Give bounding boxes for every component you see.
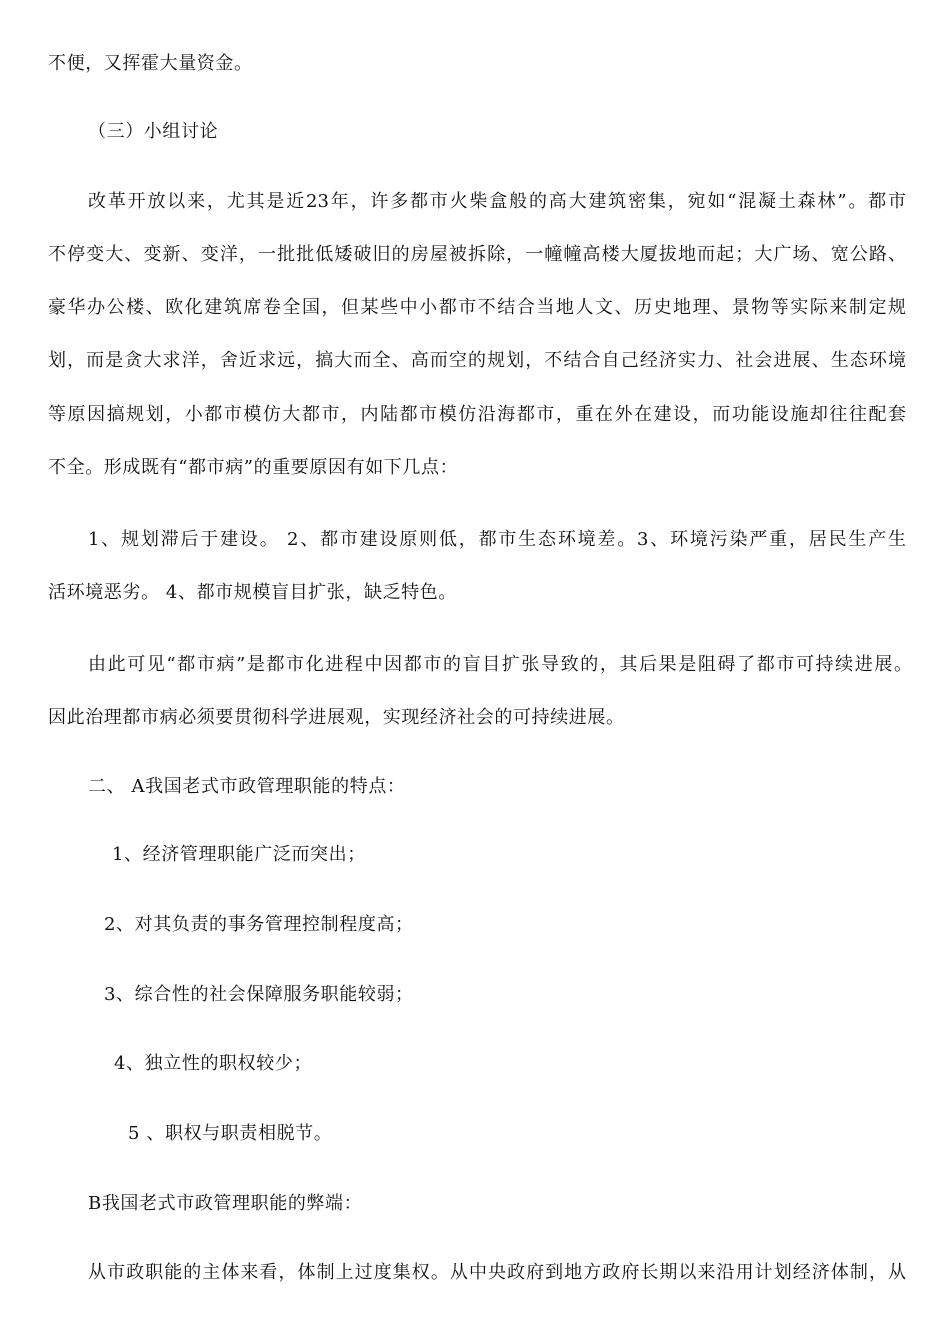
list-line-2: 活环境恶劣。 4、都市规模盲目扩张，缺乏特色。 [48,582,457,603]
paragraph-line-12: 因此治理都市病必须要贯彻科学进展观，实现经济社会的可持续进展。 [48,707,625,728]
paragraph-line-5: 豪华办公楼、欧化建筑席卷全国，但某些中小都市不结合当地人文、历史地理、景物等实际来制定规 [48,297,906,318]
feature-item-1: 1、经济管理职能广泛而突出； [112,844,366,865]
list-line-1: 1、规划滞后于建设。 2、都市建设原则低，都市生态环境差。3、环境污染严重，居民生产生 [88,529,906,550]
paragraph-line-7: 等原因搞规划，小都市模仿大都市，内陆都市模仿沿海都市，重在外在建设，而功能设施却往往配套 [48,404,906,425]
section-heading-traditional-functions: 二、 A我国老式市政管理职能的特点： [88,776,406,797]
feature-item-3: 3、综合性的社会保障服务职能较弱； [104,984,414,1005]
paragraph-line-6: 划，而是贪大求洋，舍近求远，搞大而全、高而空的规划，不结合自己经济实力、社会进展、生态环境 [48,350,906,371]
feature-item-2: 2、对其负责的事务管理控制程度高； [104,914,414,935]
section-heading-drawbacks: B我国老式市政管理职能的弊端： [88,1193,363,1214]
section-heading-group-discussion: （三）小组讨论 [88,121,219,142]
paragraph-line-1: 不便，又挥霍大量资金。 [48,53,253,74]
paragraph-line-8: 不全。形成既有“都市病”的重要原因有如下几点： [48,457,459,478]
paragraph-line-20: 从市政职能的主体来看，体制上过度集权。从中央政府到地方政府长期以来沿用计划经济体制，从 [88,1262,906,1283]
paragraph-line-3: 改革开放以来，尤其是近23年，许多都市火柴盒般的高大建筑密集，宛如“混凝土森林”。都市 [88,191,906,212]
feature-item-5: 5 、职权与职责相脱节。 [128,1123,333,1144]
paragraph-line-11: 由此可见“都市病”是都市化进程中因都市的盲目扩张导致的，其后果是阻碍了都市可持续进展。 [88,654,912,675]
feature-item-4: 4、独立性的职权较少； [114,1053,313,1074]
paragraph-line-4: 不停变大、变新、变洋，一批批低矮破旧的房屋被拆除，一幢幢高楼大厦拔地而起；大广场、宽公路、 [48,244,906,265]
